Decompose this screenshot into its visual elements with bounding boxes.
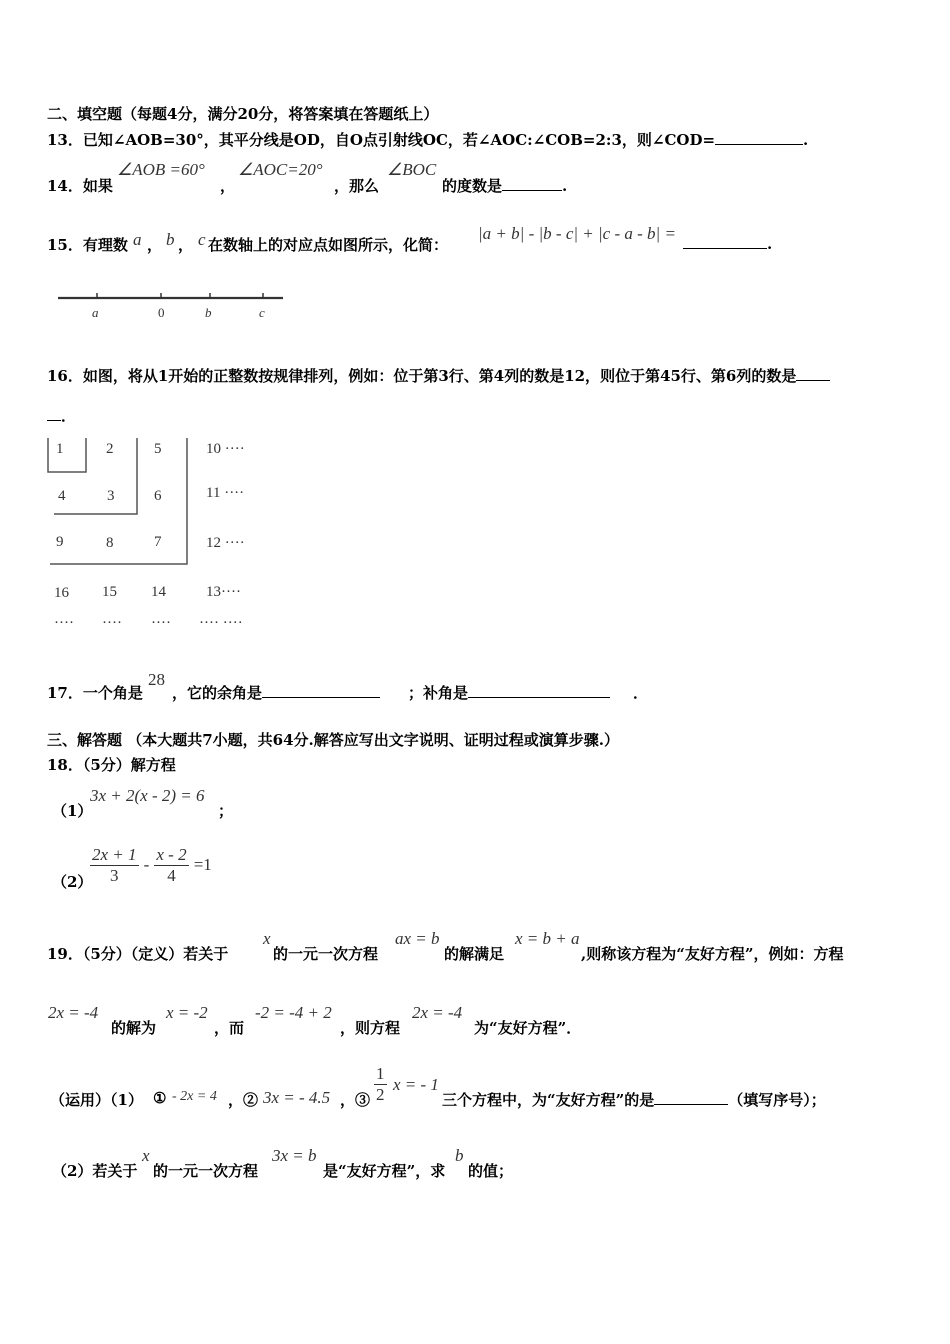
q17-end: ． [633,684,649,702]
q18-part1-equation: 3x + 2(x - 2) = 6 [90,786,205,805]
fraction-1 [90,845,139,886]
q19-line1-a: 19．（5分）（定义）若关于 [47,945,229,963]
grid-cell: 9 [56,534,64,550]
q19-line4-var-x: x [142,1146,150,1165]
l-border-1 [48,438,86,472]
q19-eq-3x-b: 3x = b [272,1146,317,1165]
q15-answer [683,234,772,253]
q19-line4-d: 的值； [468,1162,514,1180]
q19-eq-2x-neg4-b: 2x = -4 [412,1003,463,1022]
grid-cell: 1 [56,441,64,457]
grid-cell: 10 ···· [206,441,245,457]
grid-cell: ···· [151,615,171,631]
q19-line3-label: （运用）（1） [50,1091,143,1109]
grid-cell: ···· ···· [199,615,243,631]
q17-mid-text: ，它的余角是 [172,684,263,702]
q19-line2-a: 的解为 [111,1019,157,1037]
q15-var-c: c [198,230,206,249]
q19-option-3: x = - 1 [393,1075,439,1094]
grid-cell: 16 [54,585,69,601]
fraction-2-numerator: x - 2 [156,845,187,864]
q15-var-a: a [133,230,142,249]
q14-mid: ，那么 [334,177,380,195]
answer-blank-19[interactable] [654,1090,728,1105]
grid-cell: 13···· [206,584,241,600]
q18-part1-label: （1） [52,802,93,820]
half-numerator: 1 [376,1064,385,1083]
answer-blank-17b[interactable] [468,683,610,698]
q19-eq-x-b-a: x = b + a [515,929,580,948]
answer-blank-16a[interactable] [796,366,830,381]
question-16-text: 16．如图，将从1开始的正整数按规律排列，例如：位于第3行、第4列的数是12，则位于第45行、第6列的数是 [47,367,797,385]
grid-cell: 14 [151,584,166,600]
number-line-figure [55,286,295,326]
q19-var-x: x [263,929,271,948]
q19-line1-b: 的一元一次方程 [273,945,379,963]
q19-option-2: 3x = - 4.5 [263,1088,331,1107]
grid-cell: 12 ···· [206,535,245,551]
q14-sep: ， [220,177,236,195]
fraction-2 [154,845,188,886]
q14-dot: . [562,177,568,195]
q14-end-text: 的度数是 [442,177,503,195]
grid-cell: 8 [106,535,114,551]
q15-dot: . [767,235,773,253]
q19-line4-b: 的一元一次方程 [153,1162,259,1180]
q19-eq-ax-b: ax = b [395,929,440,948]
q17-angle: 28 [148,670,165,689]
question-16-tail: ． [61,407,77,425]
grid-cell: 6 [154,488,162,504]
q14-angle-aoc: ∠AOC=20° [238,160,323,179]
question-16 [47,365,830,386]
half-denominator: 2 [376,1085,385,1104]
grid-cell: 3 [107,488,115,504]
answer-blank-16b[interactable] [47,406,61,421]
q19-eq-x-neg2: x = -2 [166,1003,208,1022]
q19-eq-2x-neg4: 2x = -4 [48,1003,99,1022]
l-border-3 [50,438,187,564]
q14-end [442,175,567,196]
q17-mid2 [408,682,610,703]
q18-part2-equation [90,845,212,886]
q19-option-1: - 2x = 4 [172,1089,217,1104]
q14-angle-aob: ∠AOB =60° [117,160,205,179]
q19-line4-var-b: b [455,1146,464,1165]
answer-blank-15[interactable] [683,234,767,249]
minus-sign: - [143,855,150,874]
axis-label-0: 0 [158,305,165,320]
number-grid-figure [40,432,280,637]
q19-line2-d: 为“友好方程”． [474,1019,582,1037]
q19-line1-d: ,则称该方程为“友好方程”，例如：方程 [581,945,844,963]
q18-part2-label: （2） [52,873,93,891]
grid-cell: 5 [154,441,162,457]
q15-var-b: b [166,230,175,249]
q17-mid2-text: ；补角是 [408,684,469,702]
question-13-end: . [803,131,809,149]
grid-cell: 11 ···· [206,485,245,501]
question-13 [47,129,808,150]
grid-cell: 7 [154,534,162,550]
q19-option-3-fraction [374,1064,387,1105]
q19-line1-c: 的解满足 [444,945,505,963]
q17-mid [172,682,380,703]
q19-line3-b-text: 三个方程中，为“友好方程”的是 [442,1091,655,1109]
question-18-title: 18．（5分）解方程 [47,756,176,774]
q18-part1-end: ； [218,802,234,820]
section-heading-fill-blank: 二、填空题（每题4分，满分20分，将答案填在答题纸上） [47,105,439,123]
q19-circle-2: ，② [228,1091,259,1109]
q19-circle-3: ，③ [340,1091,371,1109]
grid-cell: ···· [54,615,74,631]
question-14-label: 14．如果 [47,177,113,195]
question-13-text: 13．已知∠AOB=30°，其平分线是OD，自O点引射线OC，若∠AOC:∠COB=2:3，则∠COD= [47,131,716,149]
q15-comma-1: ， [147,236,163,254]
q19-line3-c-text: （填写序号）； [728,1091,826,1109]
answer-blank-13[interactable] [715,130,803,145]
q19-line3-b [442,1089,826,1110]
q19-line4-a: （2）若关于 [52,1162,138,1180]
grid-cell: 2 [106,441,114,457]
fraction-2-denominator: 4 [167,866,176,885]
q19-line2-b: ，而 [214,1019,245,1037]
axis-label-c: c [259,305,265,320]
question-17-label: 17．一个角是 [47,684,143,702]
fraction-1-denominator: 3 [110,866,119,885]
q14-angle-boc: ∠BOC [387,160,437,179]
answer-blank-14[interactable] [502,176,562,191]
section-heading-solve: 三、解答题 （本大题共7小题，共64分.解答应写出文字说明、证明过程或演算步骤.） [47,731,619,749]
fraction-1-numerator: 2x + 1 [92,845,137,864]
q19-eq-check: -2 = -4 + 2 [255,1003,332,1022]
l-border-2 [54,438,137,514]
grid-cell: 15 [102,584,117,600]
q19-circle-1: ① [153,1089,167,1107]
question-15-label: 15．有理数 [47,236,128,254]
answer-blank-17a[interactable] [262,683,380,698]
q19-line4-c: 是“友好方程”，求 [323,1162,446,1180]
q15-comma-2: ， [178,236,194,254]
axis-label-b: b [205,305,212,320]
q15-text: 在数轴上的对应点如图所示，化简： [208,236,449,254]
q15-expression: |a + b| - |b - c| + |c - a - b| = [478,224,676,243]
axis-label-a: a [92,305,99,320]
question-16-cont [47,405,76,426]
equals-one: =1 [193,855,212,874]
q19-line2-c: ，则方程 [340,1019,401,1037]
grid-cell: ···· [102,615,122,631]
grid-cell: 4 [58,488,66,504]
